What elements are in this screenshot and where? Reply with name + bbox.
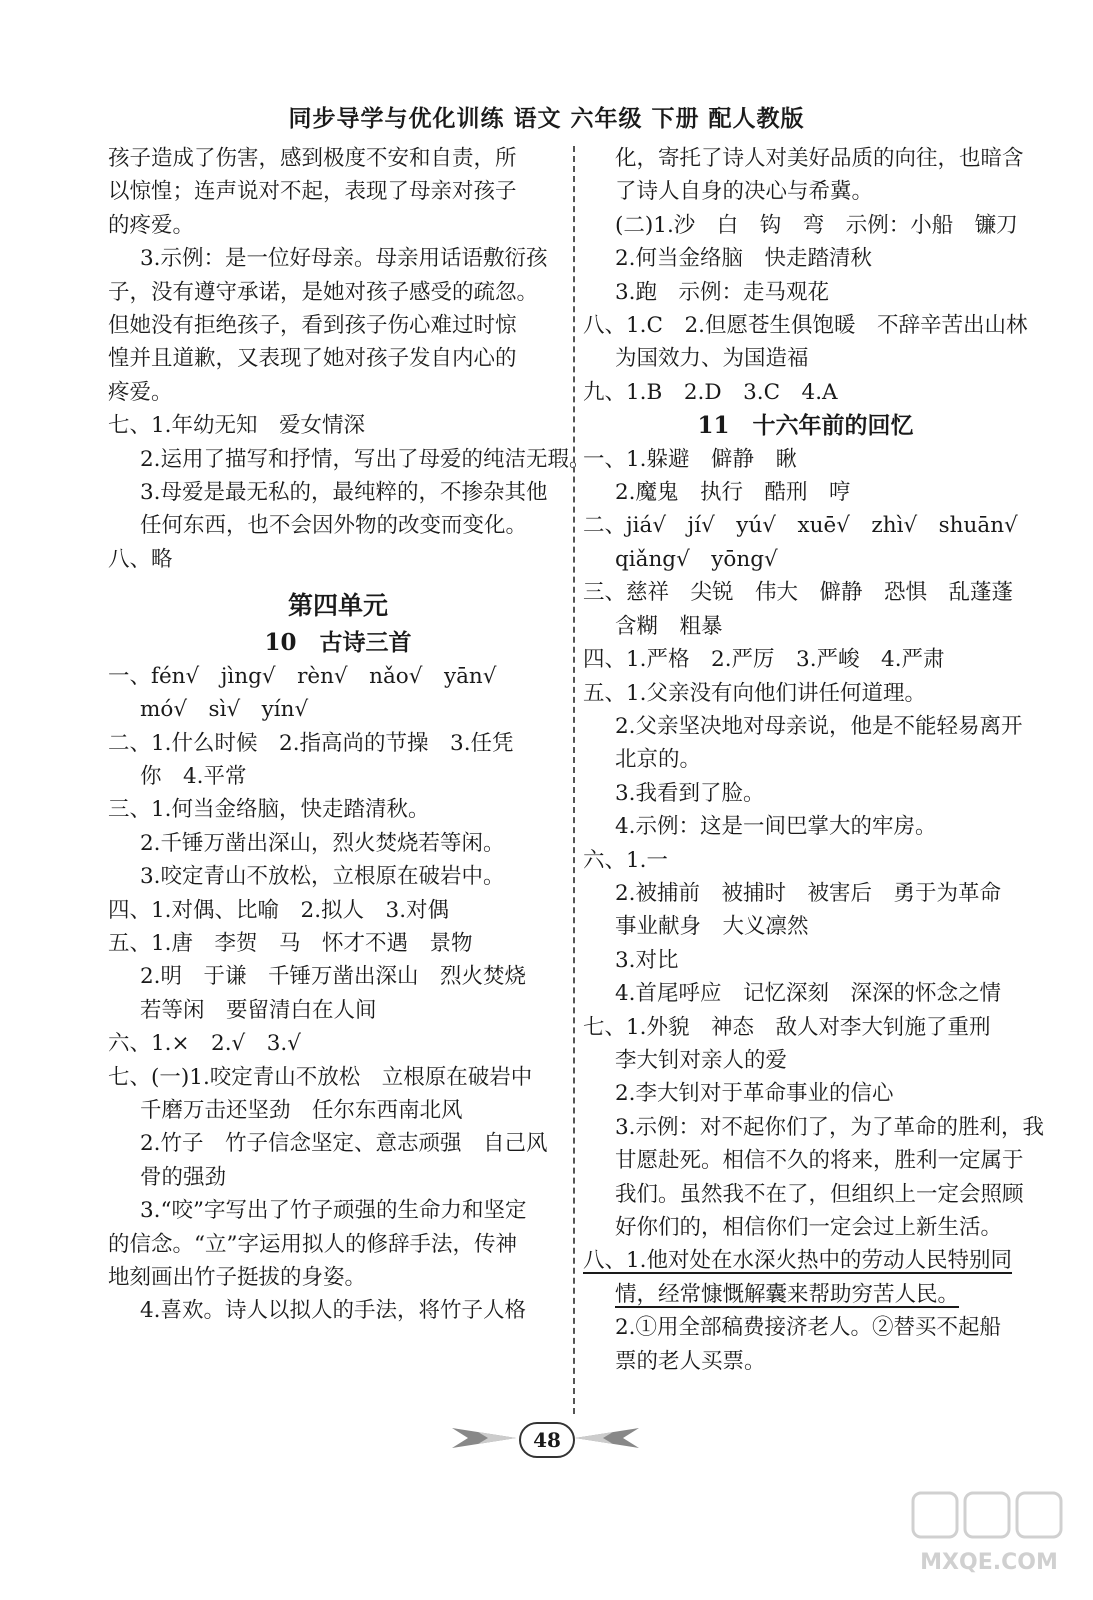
right-answer-line: 了诗人自身的决心与希冀。 — [615, 179, 874, 205]
left-answer-line: 你 4.平常 — [140, 763, 247, 789]
right-answer-line: 2.何当金络脑 快走踏清秋 — [615, 246, 873, 272]
watermark-logo-icon — [905, 1485, 1075, 1585]
right-answer-line: qiǎng√ yōng√ — [615, 546, 778, 572]
right-answer-line: 3.示例：对不起你们了，为了革命的胜利，我 — [615, 1114, 1045, 1140]
left-answer-line: 3.示例：是一位好母亲。母亲用话语敷衍孩 — [140, 246, 548, 272]
left-answer-line: 三、1.何当金络脑，快走踏清秋。 — [108, 797, 430, 823]
left-answer-line: 七、1.年幼无知 爱女情深 — [108, 413, 366, 439]
left-answer-line: 疼爱。 — [108, 379, 173, 405]
left-answer-line: 任何东西，也不会因外物的改变而变化。 — [140, 513, 528, 539]
right-answer-line: 票的老人买票。 — [615, 1348, 766, 1374]
right-answer-line: 3.我看到了脸。 — [615, 780, 765, 806]
right-answer-line: 化，寄托了诗人对美好品质的向往，也暗含 — [615, 146, 1024, 171]
page-number: 48 — [519, 1422, 575, 1458]
left-answer-line: 千磨万击还坚劲 任尔东西南北风 — [140, 1097, 463, 1123]
right-answer-line: 2.李大钊对于革命事业的信心 — [615, 1081, 894, 1107]
left-answer-line: 10 古诗三首 — [264, 629, 412, 657]
left-answer-line: 2.竹子 竹子信念坚定、意志顽强 自己风 — [140, 1131, 548, 1157]
right-ornament-icon — [575, 1426, 643, 1450]
right-answer-line: 4.首尾呼应 记忆深刻 深深的怀念之情 — [615, 981, 1002, 1007]
left-answer-line: 以惊惶；连声说对不起，表现了母亲对孩子 — [108, 179, 517, 205]
left-answer-line: 3.“咬”字写出了竹子顽强的生命力和坚定 — [140, 1198, 527, 1224]
page-footer — [0, 1420, 1093, 1460]
left-ornament-icon — [448, 1426, 516, 1450]
watermark-logo — [905, 1485, 1075, 1585]
right-answer-line: 八、1.C 2.但愿苍生俱饱暖 不辞辛苦出山林 — [583, 313, 1028, 339]
left-answer-line: 但她没有拒绝孩子，看到孩子伤心难过时惊 — [108, 313, 517, 339]
right-answer-line: 九、1.B 2.D 3.C 4.A — [583, 379, 838, 405]
left-answer-line: 第四单元 — [287, 591, 388, 621]
right-answer-line: 2.父亲坚决地对母亲说，他是不能轻易离开 — [615, 713, 1023, 739]
left-answer-line: 地刻画出竹子挺拔的身姿。 — [108, 1265, 367, 1290]
left-answer-line: 子，没有遵守承诺，是她对孩子感受的疏忽。 — [108, 279, 539, 305]
right-answer-line: 一、1.躲避 僻静 瞅 — [583, 446, 798, 472]
left-answer-line: mó√ sì√ yín√ — [140, 697, 309, 723]
right-answer-line: 2.被捕前 被捕时 被害后 勇于为革命 — [615, 880, 1002, 906]
right-answer-line: 3.对比 — [615, 947, 679, 973]
left-answer-line: 七、(一)1.咬定青山不放松 立根原在破岩中 — [108, 1064, 533, 1090]
right-answer-line: 为国效力、为国造福 — [615, 346, 809, 372]
left-answer-line: 2.千锤万凿出深山，烈火焚烧若等闲。 — [140, 830, 505, 856]
left-answer-line: 的信念。“立”字运用拟人的修辞手法，传神 — [108, 1231, 517, 1257]
right-answer-line: 我们。虽然我不在了，但组织上一定会照顾 — [615, 1181, 1024, 1207]
left-answer-line: 八、略 — [108, 546, 173, 572]
left-answer-line: 六、1.× 2.√ 3.√ — [108, 1031, 301, 1057]
right-answer-line: (二)1.沙 白 钩 弯 示例：小船 镰刀 — [615, 212, 1018, 238]
right-answer-line: 四、1.严格 2.严厉 3.严峻 4.严肃 — [583, 647, 945, 673]
left-answer-line: 2.运用了描写和抒情，写出了母爱的纯洁无瑕。 — [140, 446, 591, 472]
right-answer-line: 六、1.一 — [583, 847, 669, 873]
right-answer-line: 11 十六年前的回忆 — [697, 412, 914, 440]
left-answer-line: 惶并且道歉，又表现了她对孩子发自内心的 — [108, 346, 517, 372]
right-answer-line: 情，经常慷慨解囊来帮助穷苦人民。 — [615, 1281, 960, 1307]
left-column — [108, 142, 591, 1328]
right-answer-line: 4.示例：这是一间巴掌大的牢房。 — [615, 814, 937, 840]
right-answer-line: 事业献身 大义凛然 — [615, 914, 809, 940]
right-answer-line: 2.①用全部稿费接济老人。②替买不起船 — [615, 1315, 1002, 1341]
left-answer-line: 五、1.唐 李贺 马 怀才不遇 景物 — [108, 930, 473, 956]
column-divider — [573, 146, 575, 1414]
right-column — [583, 142, 1045, 1378]
left-answer-line: 二、1.什么时候 2.指高尚的节操 3.任凭 — [108, 730, 514, 756]
right-answer-line: 2.魔鬼 执行 酷刑 哼 — [615, 480, 851, 506]
right-answer-line: 好你们的，相信你们一定会过上新生活。 — [615, 1215, 1003, 1240]
left-answer-line: 一、fén√ jìng√ rèn√ nǎo√ yān√ — [108, 663, 497, 689]
right-answer-line: 北京的。 — [615, 747, 702, 773]
left-answer-line: 孩子造成了伤害，感到极度不安和自责，所 — [108, 146, 517, 171]
left-answer-line: 3.母爱是最无私的，最纯粹的，不掺杂其他 — [140, 480, 548, 506]
right-answer-line: 七、1.外貌 神态 敌人对李大钊施了重刑 — [583, 1014, 991, 1040]
left-answer-line: 的疼爱。 — [108, 212, 195, 238]
left-answer-line: 3.咬定青山不放松，立根原在破岩中。 — [140, 864, 505, 890]
left-answer-line: 4.喜欢。诗人以拟人的手法，将竹子人格 — [140, 1298, 527, 1324]
right-answer-line: 含糊 粗暴 — [615, 613, 723, 639]
page-header: 同步导学与优化训练 语文 六年级 下册 配人教版 — [288, 106, 805, 132]
right-answer-line: 八、1.他对处在水深火热中的劳动人民特别同 — [583, 1248, 1013, 1274]
right-answer-line: 五、1.父亲没有向他们讲任何道理。 — [583, 680, 927, 706]
left-answer-line: 骨的强劲 — [140, 1164, 227, 1190]
right-answer-line: 二、jiá√ jí√ yú√ xuē√ zhì√ shuān√ — [583, 513, 1018, 539]
watermark-text: MXQE.COM — [920, 1550, 1058, 1575]
left-answer-line: 若等闲 要留清白在人间 — [140, 997, 377, 1023]
left-answer-line: 2.明 于谦 千锤万凿出深山 烈火焚烧 — [140, 964, 527, 990]
right-answer-line: 三、慈祥 尖锐 伟大 僻静 恐惧 乱蓬蓬 — [583, 580, 1014, 606]
right-answer-line: 李大钊对亲人的爱 — [615, 1047, 788, 1073]
right-answer-line: 3.跑 示例：走马观花 — [615, 279, 830, 305]
right-answer-line: 甘愿赴死。相信不久的将来，胜利一定属于 — [615, 1148, 1024, 1174]
left-answer-line: 四、1.对偶、比喻 2.拟人 3.对偶 — [108, 897, 450, 923]
